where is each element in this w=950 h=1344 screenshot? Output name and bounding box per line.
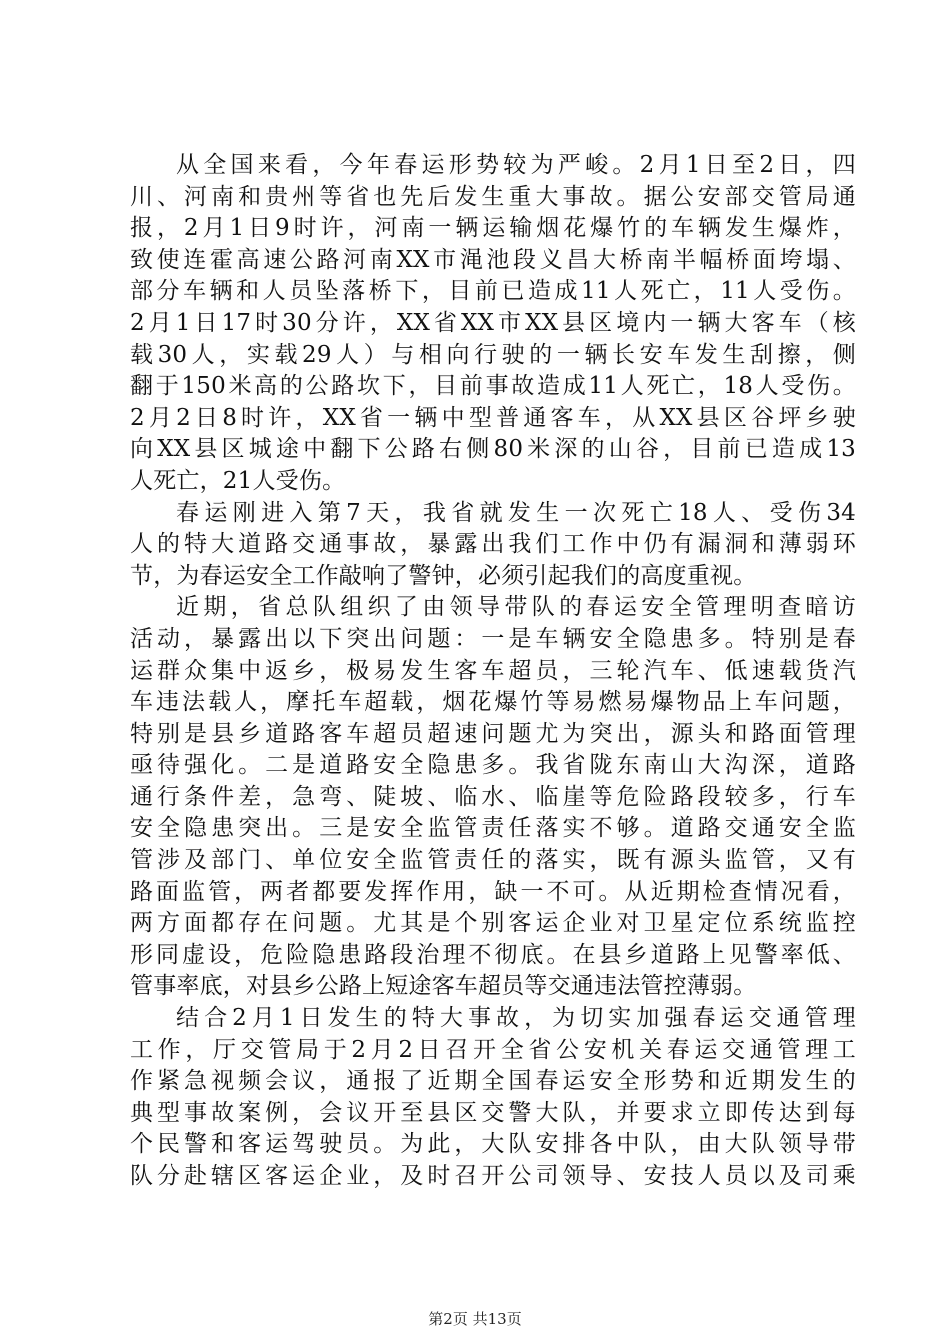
text-line: 川、河南和贵州等省也先后发生重大事故。据公安部交管局通 (130, 183, 856, 210)
text-line: 特别是县乡道路客车超员超速问题尤为突出，源头和路面管理 (130, 720, 856, 747)
text-line: 两方面都存在问题。尤其是个别客运企业对卫星定位系统监控 (130, 910, 856, 937)
text-line: 亟待强化。二是道路安全隐患多。我省陇东南山大沟深，道路 (130, 752, 856, 779)
text-line: 形同虚设，危险隐患路段治理不彻底。在县乡道路上见警率低、 (130, 941, 856, 968)
text-line: 路面监管，两者都要发挥作用，缺一不可。从近期检查情况看， (130, 878, 856, 905)
text-line: 部分车辆和人员坠落桥下，目前已造成11人死亡，11人受伤。 (130, 278, 856, 305)
text-line: 管事率底，对县乡公路上短途客车超员等交通违法管控薄弱。 (130, 973, 757, 1000)
text-line: 通行条件差，急弯、陡坡、临水、临崖等危险路段较多，行车 (130, 783, 856, 810)
text-line: 人死亡，21人受伤。 (130, 467, 346, 494)
text-line: 报，2月1日9时许，河南一辆运输烟花爆竹的车辆发生爆炸， (130, 215, 856, 242)
text-line: 队分赴辖区客运企业，及时召开公司领导、安技人员以及司乘 (130, 1163, 856, 1189)
text-line: 节，为春运安全工作敲响了警钟，必须引起我们的高度重视。 (130, 562, 757, 589)
text-line: 管涉及部门、单位安全监管责任的落实，既有源头监管，又有 (130, 847, 856, 874)
page-number-footer: 第2页 共13页 (428, 1310, 522, 1328)
text-line: 载30人，实载29人）与相向行驶的一辆长安车发生刮擦，侧 (130, 341, 856, 368)
text-line: 车违法载人，摩托车超载，烟花爆竹等易燃易爆物品上车问题， (130, 689, 856, 716)
text-line: 个民警和客运驾驶员。为此，大队安排各中队，由大队领导带 (130, 1131, 856, 1158)
text-line: 人的特大道路交通事故，暴露出我们工作中仍有漏洞和薄弱环 (130, 531, 856, 558)
text-line: 2月2日8时许，XX省一辆中型普通客车，从XX县区谷坪乡驶 (130, 404, 856, 431)
text-line: 活动，暴露出以下突出问题：一是车辆安全隐患多。特别是春 (130, 625, 856, 652)
text-line: 翻于150米高的公路坎下，目前事故造成11人死亡，18人受伤。 (130, 373, 856, 400)
text-line: 春运刚进入第7天，我省就发生一次死亡18人、受伤34 (176, 499, 856, 526)
text-line: 工作，厅交管局于2月2日召开全省公安机关春运交通管理工 (130, 1036, 856, 1063)
text-line: 近期，省总队组织了由领导带队的春运安全管理明查暗访 (176, 594, 856, 621)
text-line: 安全隐患突出。三是安全监管责任落实不够。道路交通安全监 (130, 815, 856, 842)
text-line: 典型事故案例，会议开至县区交警大队，并要求立即传达到每 (130, 1099, 856, 1126)
text-line: 运群众集中返乡，极易发生客车超员，三轮汽车、低速载货汽 (130, 657, 856, 684)
text-line: 作紧急视频会议，通报了近期全国春运安全形势和近期发生的 (130, 1068, 856, 1095)
text-line: 向XX县区城途中翻下公路右侧80米深的山谷，目前已造成13 (130, 436, 856, 463)
text-line: 结合2月1日发生的特大事故，为切实加强春运交通管理 (176, 1005, 856, 1032)
text-line: 从全国来看，今年春运形势较为严峻。2月1日至2日，四 (176, 152, 856, 178)
document-body (130, 150, 856, 1193)
text-line: 2月1日17时30分许，XX省XX市XX县区境内一辆大客车（核 (130, 309, 856, 336)
text-line: 致使连霍高速公路河南XX市渑池段义昌大桥南半幅桥面垮塌、 (130, 246, 856, 273)
